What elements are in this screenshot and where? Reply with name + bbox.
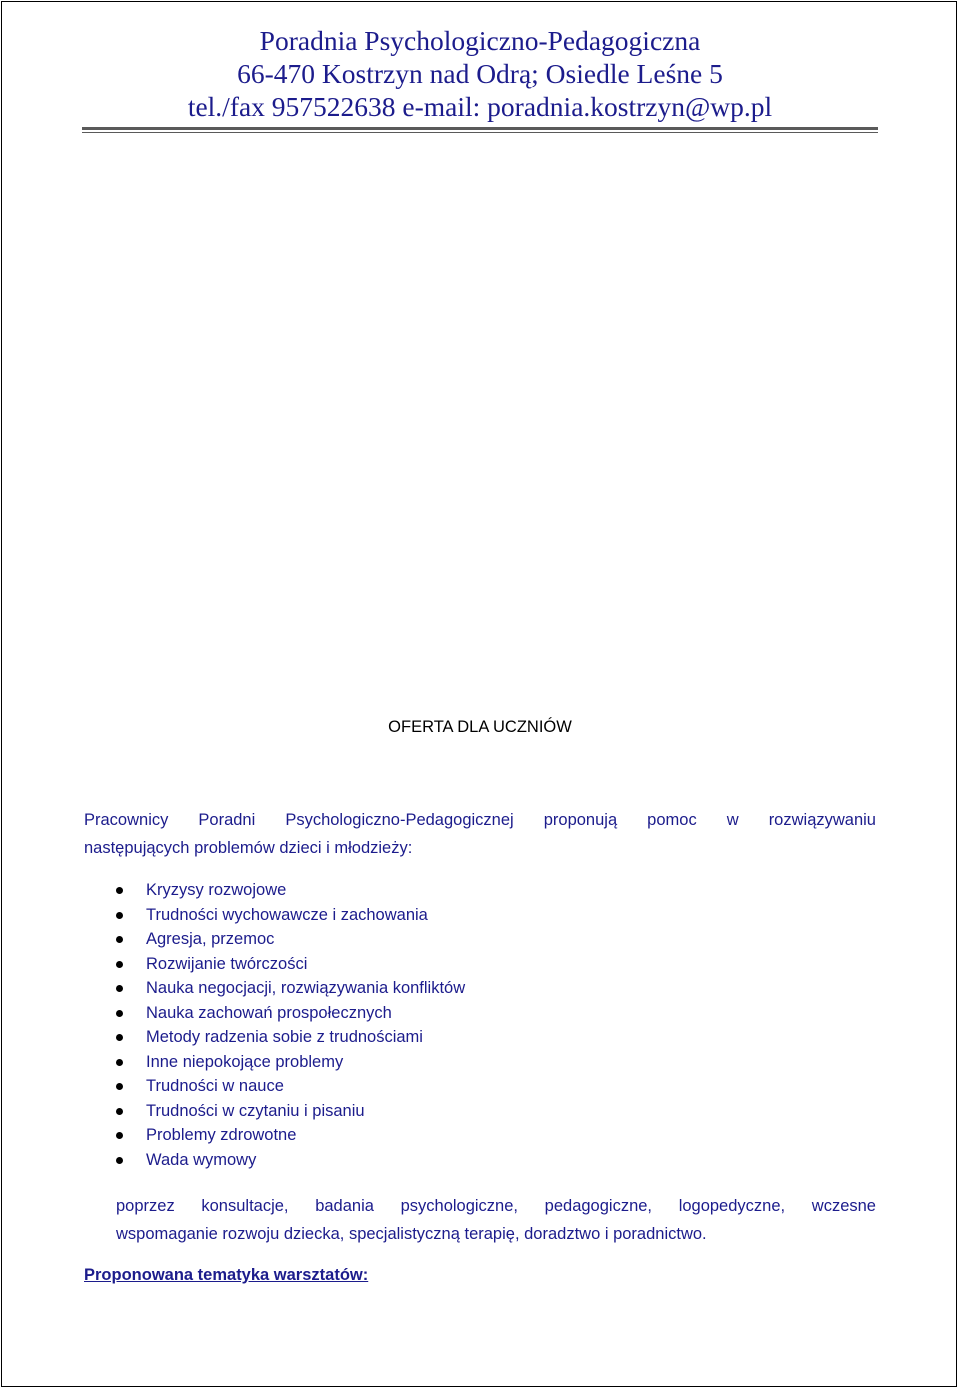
list-item-label: Metody radzenia sobie z trudnościami: [146, 1028, 423, 1046]
letterhead-name: Poradnia Psychologiczno-Pedagogiczna: [259, 25, 701, 56]
list-item-label: Trudności w nauce: [146, 1077, 284, 1095]
bullet-icon: [116, 1010, 123, 1017]
closing-word: pedagogiczne,: [544, 1197, 653, 1215]
bullet-icon: [116, 1132, 123, 1139]
letterhead-rule-thin: [82, 132, 878, 133]
closing-word: badania: [315, 1197, 374, 1215]
closing-line-1: [116, 1192, 876, 1220]
closing-word: konsultacje,: [201, 1197, 289, 1215]
list-item: [116, 1148, 465, 1173]
intro-word: pomoc: [647, 811, 697, 829]
letterhead-address: 66-470 Kostrzyn nad Odrą; Osiedle Leśne 5: [237, 58, 723, 89]
list-item: [116, 1050, 465, 1075]
document-heading: OFERTA DLA UCZNIÓW: [388, 718, 572, 736]
list-item-label: Problemy zdrowotne: [146, 1126, 297, 1144]
bullet-icon: [116, 912, 123, 919]
bullet-icon: [116, 1157, 123, 1164]
bullet-icon: [116, 1034, 123, 1041]
intro-line-1: [84, 806, 876, 834]
intro-word: Psychologiczno-Pedagogicznej: [285, 811, 514, 829]
list-item: [116, 1099, 465, 1124]
list-item: [116, 1025, 465, 1050]
list-item: [116, 903, 465, 928]
bullet-icon: [116, 887, 123, 894]
list-item-label: Wada wymowy: [146, 1150, 257, 1169]
list-item: [116, 1123, 465, 1148]
bullet-icon: [116, 1059, 123, 1066]
list-item-label: Rozwijanie twórczości: [146, 954, 308, 973]
closing-word: psychologiczne,: [400, 1197, 518, 1215]
problems-list: [116, 878, 465, 1172]
bullet-icon: [116, 985, 123, 992]
letterhead-contact: tel./fax 957522638 e-mail: poradnia.kostrzyn@wp.pl: [187, 91, 773, 122]
list-item: [116, 952, 465, 977]
list-item: [116, 1001, 465, 1026]
intro-paragraph: [84, 806, 876, 862]
letterhead: [0, 24, 960, 123]
list-item-label: Trudności wychowawcze i zachowania: [146, 905, 428, 924]
bullet-icon: [116, 961, 123, 968]
bullet-icon: [116, 1083, 123, 1090]
intro-word: proponują: [543, 811, 618, 829]
list-item: [116, 1074, 465, 1099]
list-item: [116, 927, 465, 952]
list-item-label: Kryzysy rozwojowe: [146, 881, 287, 899]
list-item: [116, 976, 465, 1001]
intro-word: rozwiązywaniu: [768, 811, 876, 829]
list-item-label: Inne niepokojące problemy: [146, 1052, 344, 1071]
list-item-label: Agresja, przemoc: [146, 930, 275, 948]
list-item: [116, 878, 465, 903]
list-item-label: Nauka negocjacji, rozwiązywania konfliktów: [146, 979, 466, 997]
intro-word: w: [726, 811, 739, 829]
workshops-heading: Proponowana tematyka warsztatów:: [84, 1266, 369, 1284]
closing-paragraph: [116, 1192, 876, 1248]
closing-word: wczesne: [811, 1197, 876, 1215]
page-border: [1, 1, 957, 1387]
letterhead-rule: [82, 127, 878, 130]
list-item-label: Nauka zachowań prospołecznych: [146, 1003, 392, 1022]
intro-line-2: następujących problemów dzieci i młodzieży:: [84, 839, 413, 857]
closing-word: logopedyczne,: [678, 1197, 786, 1215]
bullet-icon: [116, 936, 123, 943]
closing-word: poprzez: [116, 1197, 175, 1215]
intro-word: Pracownicy: [84, 811, 169, 829]
list-item-label: Trudności w czytaniu i pisaniu: [146, 1101, 365, 1120]
closing-line-2: wspomaganie rozwoju dziecka, specjalistyczną terapię, doradztwo i poradnictwo.: [116, 1225, 707, 1243]
bullet-icon: [116, 1108, 123, 1115]
intro-word: Poradni: [198, 811, 256, 829]
